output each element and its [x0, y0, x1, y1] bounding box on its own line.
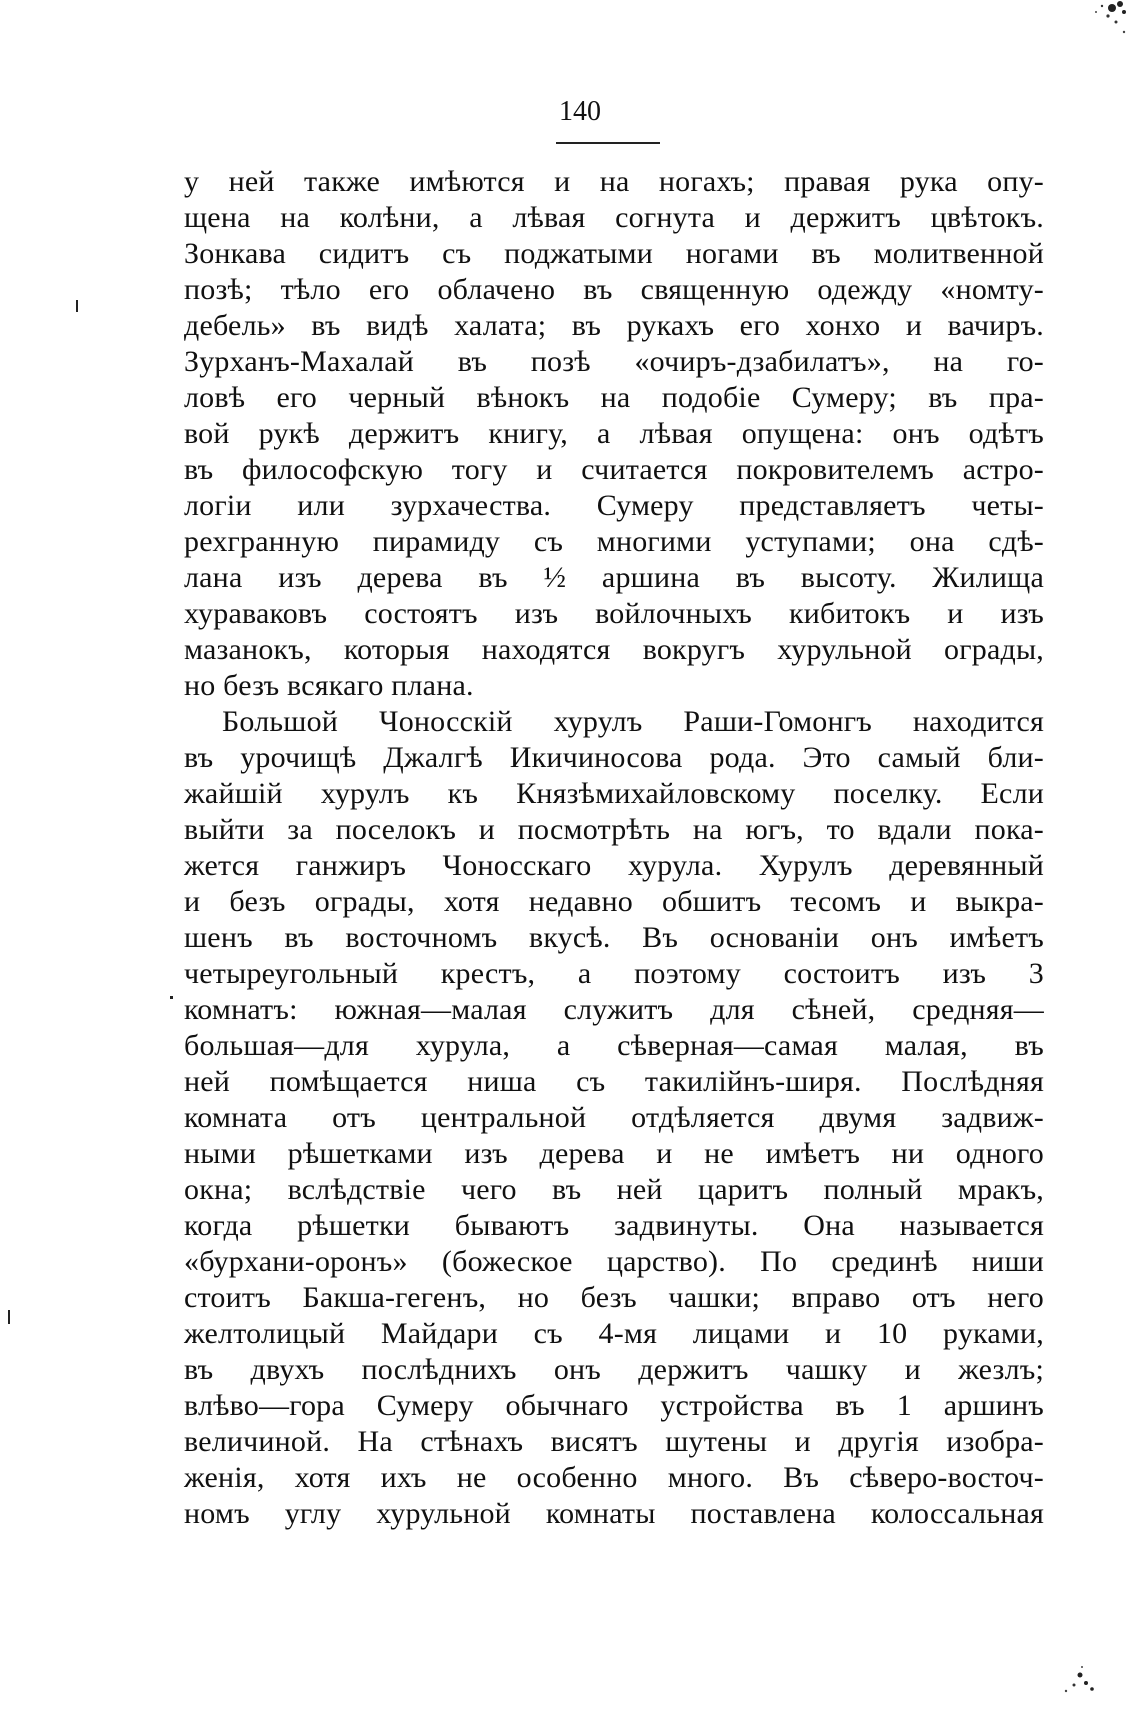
- text-line: у ней также имѣются и на ногахъ; правая рука опу-: [184, 165, 1044, 198]
- text-line: лана изъ дерева въ ½ аршина въ высоту. Жилища: [184, 561, 1044, 594]
- text-line: Большой Чоносскій хурулъ Раши-Гомонгъ находится: [222, 705, 1044, 738]
- text-line: женія, хотя ихъ не особенно много. Въ сѣверо-восточ-: [184, 1461, 1044, 1494]
- text-line: комната отъ центральной отдѣляется двумя задвиж-: [184, 1101, 1044, 1134]
- text-line: «бурхани-оронъ» (божеское царство). По срединѣ ниши: [184, 1245, 1044, 1278]
- text-line: мазанокъ, которыя находятся вокругъ хурульной ограды,: [184, 633, 1044, 666]
- margin-speck: [76, 300, 78, 312]
- paragraph-1: [184, 164, 1044, 704]
- text-line: хураваковъ состоятъ изъ войлочныхъ кибитокъ и изъ: [184, 597, 1044, 630]
- text-line: величиной. На стѣнахъ висятъ шутены и другія изобра-: [184, 1425, 1044, 1458]
- bottom-smudge-icon: [1044, 1661, 1104, 1697]
- text-line: окна; вслѣдствіе чего въ ней царитъ полный мракъ,: [184, 1173, 1044, 1206]
- text-line: Зурханъ-Махалай въ позѣ «очиръ-дзабилатъ», на го-: [184, 345, 1044, 378]
- text-line: четыреугольный крестъ, а поэтому состоитъ изъ 3: [184, 957, 1044, 990]
- text-line: ловѣ его черный вѣнокъ на подобіе Сумеру; въ пра-: [184, 381, 1044, 414]
- margin-speck: [8, 1310, 10, 1324]
- text-line: дебель» въ видѣ халата; въ рукахъ его хонхо и вачиръ.: [184, 309, 1044, 342]
- text-line: Зонкава сидитъ съ поджатыми ногами въ молитвенной: [184, 237, 1044, 270]
- page-number-rule: [556, 142, 660, 144]
- text-line: въ двухъ послѣднихъ онъ держитъ чашку и жезлъ;: [184, 1353, 1044, 1386]
- text-line: позѣ; тѣло его облачено въ священную одежду «номту-: [184, 273, 1044, 306]
- text-line: жайшій хурулъ къ Князѣмихайловскому поселку. Если: [184, 777, 1044, 810]
- text-line: желтолицый Майдари съ 4-мя лицами и 10 руками,: [184, 1317, 1044, 1350]
- text-line: ными рѣшетками изъ дерева и не имѣетъ ни одного: [184, 1137, 1044, 1170]
- text-line: въ урочищѣ Джалгѣ Икичиносова рода. Это самый бли-: [184, 741, 1044, 774]
- text-line: влѣво—гора Сумеру обычнаго устройства въ 1 аршинъ: [184, 1389, 1044, 1422]
- text-line: но безъ всякаго плана.: [184, 669, 474, 702]
- text-line: стоитъ Бакша-гегенъ, но безъ чашки; вправо отъ него: [184, 1281, 1044, 1314]
- corner-smudge-icon: [1072, 0, 1132, 44]
- text-line: въ философскую тогу и считается покровителемъ астро-: [184, 453, 1044, 486]
- text-line: и безъ ограды, хотя недавно обшитъ тесомъ и выкра-: [184, 885, 1044, 918]
- text-line: щена на колѣни, а лѣвая согнута и держитъ цвѣтокъ.: [184, 201, 1044, 234]
- paragraph-2: [184, 704, 1044, 1532]
- text-line: номъ углу хурульной комнаты поставлена колоссальная: [184, 1497, 1044, 1530]
- text-line: вой рукѣ держитъ книгу, а лѣвая опущена: онъ одѣтъ: [184, 417, 1044, 450]
- text-line: жется ганжиръ Чоносскаго хурула. Хурулъ деревянный: [184, 849, 1044, 882]
- margin-speck: [170, 996, 173, 999]
- text-line: комнатъ: южная—малая служитъ для сѣней, средняя—: [184, 993, 1044, 1026]
- text-line: большая—для хурула, а сѣверная—самая малая, въ: [184, 1029, 1044, 1062]
- text-line: выйти за поселокъ и посмотрѣть на югъ, то вдали пока-: [184, 813, 1044, 846]
- text-line: рехгранную пирамиду съ многими уступами; она сдѣ-: [184, 525, 1044, 558]
- page-number: 140: [559, 96, 601, 127]
- text-line: логіи или зурхачества. Сумеру представляетъ четы-: [184, 489, 1044, 522]
- text-line: шенъ въ восточномъ вкусѣ. Въ основаніи онъ имѣетъ: [184, 921, 1044, 954]
- text-line: когда рѣшетки бываютъ задвинуты. Она называется: [184, 1209, 1044, 1242]
- text-line: ней помѣщается ниша съ такилійнъ-ширя. Послѣдняя: [184, 1065, 1044, 1098]
- body-text: [184, 164, 1044, 1532]
